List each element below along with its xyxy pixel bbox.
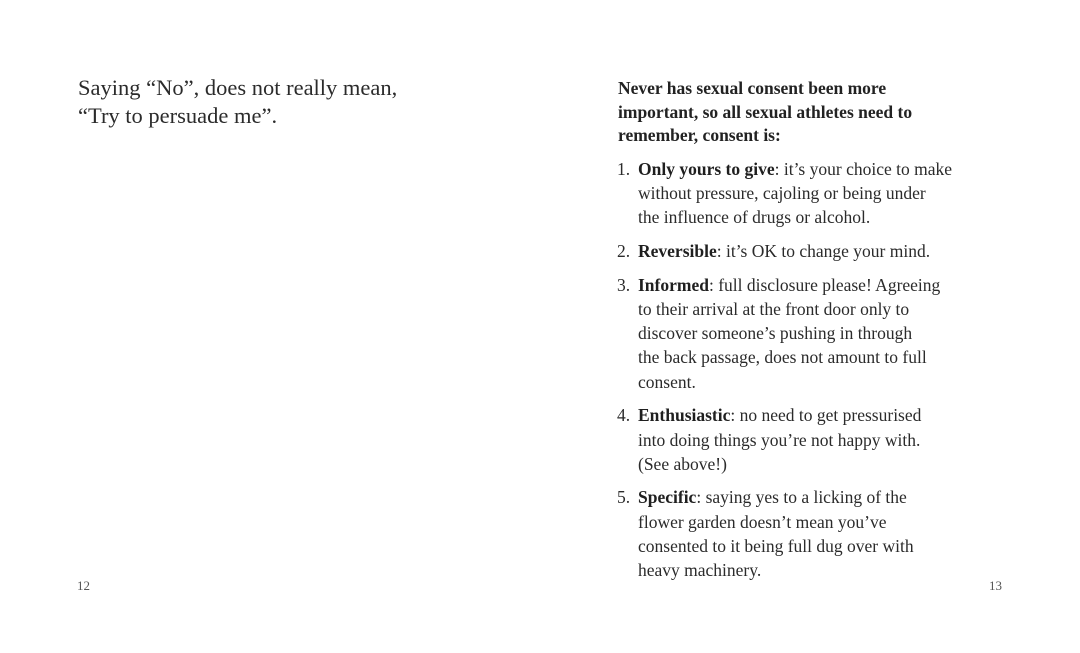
list-item-line: heavy machinery.	[638, 560, 762, 581]
list-item	[617, 273, 1037, 394]
consent-list	[617, 157, 1037, 592]
list-item-line: into doing things you’re not happy with.	[638, 429, 921, 450]
consent-intro	[618, 77, 1058, 148]
list-item-number: 4.	[617, 405, 631, 426]
list-item-line: the influence of drugs or alcohol.	[638, 207, 871, 228]
list-item	[617, 239, 1037, 263]
right-page	[540, 0, 1080, 653]
list-item-line	[638, 239, 1037, 263]
intro-line: important, so all sexual athletes need to	[618, 101, 913, 122]
intro-line: Never has sexual consent been more	[618, 78, 887, 98]
list-item-number: 3.	[617, 274, 631, 295]
page-number-left: 12	[77, 578, 90, 593]
quote-line: Saying “No”, does not really mean,	[78, 75, 398, 100]
quote-line: “Try to persuade me”.	[78, 103, 278, 128]
list-item-term: Reversible	[638, 241, 717, 262]
list-item-number: 1.	[617, 159, 631, 179]
list-item-line	[638, 403, 1037, 427]
list-item-text: : saying yes to a licking of the	[696, 487, 907, 508]
list-item-line: consent.	[638, 371, 696, 392]
list-item-text: : it’s your choice to make	[774, 159, 952, 179]
page-number-right: 13	[989, 578, 1002, 593]
list-item-line: (See above!)	[638, 453, 727, 474]
list-item-number: 5.	[617, 487, 631, 508]
list-item-text: : full disclosure please! Agreeing	[708, 274, 941, 295]
list-item-text: : it’s OK to change your mind.	[716, 241, 931, 262]
list-item-line	[638, 485, 1037, 509]
list-item-text: : no need to get pressurised	[730, 405, 922, 426]
list-item	[617, 403, 1037, 476]
list-item-line: the back passage, does not amount to full	[638, 347, 927, 368]
intro-line: remember, consent is:	[618, 125, 781, 145]
list-item-term: Only yours to give	[638, 159, 775, 179]
list-item-number: 2.	[617, 241, 631, 262]
list-item-line: consented to it being full dug over with	[638, 535, 914, 556]
left-page-quote	[78, 74, 478, 130]
list-item-term: Informed	[638, 274, 709, 295]
list-item-line: to their arrival at the front door only to	[638, 299, 910, 320]
list-item-line	[638, 273, 1037, 297]
list-item	[617, 157, 1037, 230]
list-item-term: Specific	[638, 487, 697, 508]
list-item	[617, 485, 1037, 582]
list-item-line: flower garden doesn’t mean you’ve	[638, 511, 887, 532]
list-item-line: discover someone’s pushing in through	[638, 323, 913, 344]
list-item-line: without pressure, cajoling or being under	[638, 183, 926, 204]
list-item-line	[638, 157, 1037, 181]
list-item-term: Enthusiastic	[638, 405, 731, 426]
